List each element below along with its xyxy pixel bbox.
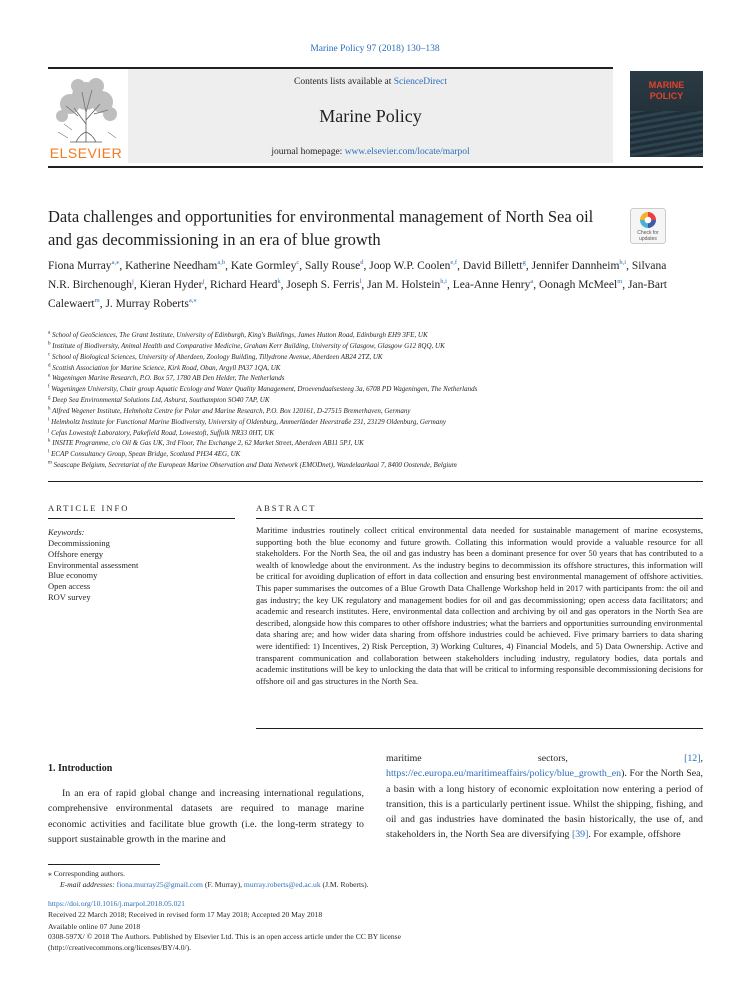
doi-link[interactable]: https://doi.org/10.1016/j.marpol.2018.05.021 <box>48 899 185 908</box>
article-title: Data challenges and opportunities for environmental management of North Sea oil and gas decommissioning in an era of blue growth <box>48 207 594 249</box>
author-affiliation-marker[interactable]: e,f <box>450 259 458 267</box>
affiliation-text: Institute of Biodiversity, Animal Health and Comparative Medicine, Graham Kerr Building, University of Glasgow, Glasgow G12 8QQ, UK <box>50 341 445 350</box>
affiliation-key: k <box>48 439 51 445</box>
affiliation-item <box>48 363 708 374</box>
abstract-text: Maritime industries routinely collect critical environmental data needed for sustainable management of marine ecosystems, supporting both the blue economy and future growth. Collating this information would provide a valuable resource for all stakeholders. For the North Sea, the oil and gas industry has been a dominant presence for over 50 years that has contributed to a wealth of knowledge about the environment. As the industry begins to decommission its offshore structures, this information will be critical for avoiding duplication of effort in data collection and ensuring best environmental management of offshore activities. This paper summarises the outcomes of a Blue Growth Data Challenge Workshop held in 2017 with participants from: the oil and gas industry; the key UK regulatory and management bodies for oil and gas decommissioning; open access data facilitators; and academic and research institutes. Here, environmental data collection and archiving by oil and gas operators in the North Sea are described, alongside how this compares to other offshore industries; what the barriers and opportunities surrounding environmental data sharing are; and how wider data sharing from offshore industries could be achieved. Five primary barriers to data sharing were identified: 1) Incentives, 2) Risk Perception, 3) Working Cultures, 4) Financial Models, and 5) Data Ownership. Active and transparent communication and collaboration between stakeholders including industry, regulatory bodies, data portals and academic institutions will be key to unlocking the data that will be critical to informing responsible decommissioning decisions for offshore oil and gas structures in the North Sea. <box>256 525 703 686</box>
affiliation-text: Scottish Association for Marine Science, Kirk Road, Oban, Argyll PA37 1QA, UK <box>50 363 281 372</box>
author-affiliation-marker[interactable]: g <box>522 259 526 267</box>
email-link-roberts[interactable]: murray.roberts@ed.ac.uk <box>243 880 321 889</box>
homepage-prefix: journal homepage: <box>271 147 345 157</box>
blue-growth-url-link[interactable]: https://ec.europa.eu/maritimeaffairs/policy/blue_growth_en <box>386 768 622 780</box>
affiliation-item <box>48 449 708 460</box>
introduction-heading: 1. Introduction <box>48 763 113 774</box>
affiliation-item <box>48 428 708 439</box>
intro-text: ). For the North Sea, a basin with a long history of economic exploitation now entering a period of transition, this is a particularly pertinent issue. Whilst the shipping, fishing, and oil and gas industries have dominated the basin historically, the use of, and stakeholders in, the North Sea are diversifying <box>386 768 703 841</box>
affiliation-key: j <box>48 428 50 434</box>
article-info-rule <box>48 518 235 519</box>
intro-text: maritime sectors, <box>386 753 685 764</box>
affiliation-item <box>48 417 708 428</box>
citation-link[interactable]: [12] <box>684 753 701 764</box>
elsevier-logo-text: ELSEVIER <box>49 145 123 161</box>
keyword-item: Open access <box>48 581 91 592</box>
author-name: Lea-Anne Henry <box>452 279 531 291</box>
email-link-murray[interactable]: fiona.murray25@gmail.com <box>116 880 203 889</box>
author-name: Jan M. Holstein <box>367 279 441 291</box>
affiliation-item <box>48 460 708 471</box>
author-affiliation-marker[interactable]: a,b <box>217 259 226 267</box>
keyword-item: Decommissioning <box>48 538 110 548</box>
author-affiliation-marker[interactable]: l <box>359 278 362 286</box>
affiliation-item <box>48 352 708 363</box>
affiliation-text: Wageningen Marine Research, P.O. Box 57, 1780 AB Den Helder, The Netherlands <box>50 374 285 383</box>
email-label: E-mail addresses: <box>60 880 117 889</box>
sciencedirect-link[interactable]: ScienceDirect <box>393 77 447 87</box>
intro-paragraph-left: In an era of rapid global change and increasing international regulations, comprehensive environmental datasets are required to manage marine economic activities and facilitate blue growth (i.e. the long-term strategy to support sustainable growth in the marine and <box>48 788 364 845</box>
footnote-text: Corresponding authors. <box>51 869 125 878</box>
header-bottom-rule <box>48 166 703 168</box>
author-name: Fiona Murray <box>48 260 112 272</box>
keyword-item: Blue economy <box>48 570 98 581</box>
affiliation-text: School of GeoSciences, The Grant Institute, University of Edinburgh, King's Buildings, James Hutton Road, Edinburgh EH9 3FE, UK <box>50 331 428 339</box>
affiliation-key: m <box>48 460 52 466</box>
author-affiliation-marker[interactable]: c <box>296 259 300 267</box>
affiliation-item <box>48 341 708 352</box>
affiliation-key: g <box>48 395 51 401</box>
affiliation-key: c <box>48 352 51 358</box>
email-addresses <box>48 879 369 890</box>
author-affiliation-marker[interactable]: a,⁎ <box>111 259 120 267</box>
contents-line <box>128 77 613 87</box>
affiliation-text: Helmholtz Institute for Functional Marine Biodiversity, University of Oldenburg, Ammerländer Heerstraße 231, 23129 Oldenburg, Germany <box>49 417 446 426</box>
affiliation-list <box>48 330 708 471</box>
author-affiliation-marker[interactable]: j <box>202 278 205 286</box>
citation-link[interactable]: [39] <box>571 829 589 841</box>
journal-citation[interactable]: Marine Policy 97 (2018) 130–138 <box>310 44 440 54</box>
author-affiliation-marker[interactable]: j <box>132 278 134 286</box>
affiliation-text: Cefas Lowestoft Laboratory, Pakefield Road, Lowestoft, Suffolk NR33 0HT, UK <box>49 428 275 437</box>
footnote-mark: ⁎ <box>48 869 52 878</box>
corresponding-footnote <box>48 868 369 890</box>
online-date: Available online 07 June 2018 <box>48 921 141 931</box>
crossmark-label <box>630 230 666 242</box>
cover-wave-graphic <box>630 111 703 157</box>
affiliation-text: Alfred Wegener Institute, Helmholtz Centre for Polar and Marine Research, P.O. Box 120161, D-27515 Bremerhaven, Germany <box>50 406 411 415</box>
affiliation-key: f <box>48 384 50 390</box>
abstract-rule-bottom <box>256 728 703 729</box>
author-affiliation-marker[interactable]: h,i <box>619 259 627 267</box>
abstract-heading: ABSTRACT <box>256 503 317 513</box>
affiliation-item <box>48 384 708 395</box>
crossmark-label-line1: Check for <box>637 230 659 236</box>
keywords-list <box>48 538 138 603</box>
author-name: Jan-Bart Calewaert <box>48 279 667 310</box>
affiliation-text: School of Biological Sciences, University of Aberdeen, Zoology Building, Tillydrone Avenue, Aberdeen AB24 2TZ, UK <box>50 352 383 361</box>
keywords-heading: Keywords: <box>48 527 85 537</box>
author-name: Katherine Needham <box>125 260 218 272</box>
affiliation-text: ECAP Consultancy Group, Spean Bridge, Scotland PH34 4EG, UK <box>49 450 241 459</box>
received-dates: Received 22 March 2018; Received in revised form 17 May 2018; Accepted 20 May 2018 <box>48 910 323 920</box>
author-affiliation-marker[interactable]: d <box>360 259 364 267</box>
affiliation-key: b <box>48 341 51 347</box>
affiliation-rule <box>48 481 703 482</box>
author-affiliation-marker[interactable]: h,i <box>440 278 447 286</box>
journal-cover-image <box>630 71 703 157</box>
affiliation-text: INSITE Programme, c/o Oil & Gas UK, 3rd Floor, The Exchange 2, 62 Market Street, Aberdeen AB11 5PJ, UK <box>50 439 364 448</box>
author-name: Oonagh McMeel <box>538 279 618 291</box>
author-name: David Billett <box>462 260 523 272</box>
affiliation-key: i <box>48 417 50 423</box>
author-name: J. Murray Roberts <box>105 298 189 310</box>
email-owner: (F. Murray), <box>202 880 244 889</box>
journal-name: Marine Policy <box>319 106 422 126</box>
keyword-item: ROV survey <box>48 591 91 602</box>
cover-title-line1: MARINE <box>648 80 685 90</box>
contents-prefix: Contents lists available at <box>293 77 394 87</box>
homepage-link[interactable]: www.elsevier.com/locate/marpol <box>344 147 470 157</box>
affiliation-text: Seascape Belgium, Secretariat of the European Marine Observation and Data Network (EMODnet), Wandelaarkaai 7, 8400 Oostende, Belgium <box>51 461 457 470</box>
license-statement <box>48 931 401 954</box>
author-affiliation-marker[interactable]: k <box>277 278 281 286</box>
license-line: 0308-597X/ © 2018 The Authors. Published by Elsevier Ltd. This is an open access article under the CC BY license <box>48 932 401 941</box>
affiliation-text: Deep Sea Environmental Solutions Ltd, Ashurst, Southampton SO40 7AP, UK <box>50 396 270 405</box>
author-name: Richard Heard <box>210 279 278 291</box>
keyword-item: Offshore energy <box>48 548 104 559</box>
author-name: Sally Rouse <box>304 260 361 272</box>
affiliation-key: e <box>48 374 51 380</box>
email-owner: (J.M. Roberts). <box>320 880 369 889</box>
affiliation-item <box>48 406 708 417</box>
license-url[interactable]: (http://creativecommons.org/licenses/BY/4.0/). <box>48 943 192 953</box>
author-name: Silvana N.R. Birchenough <box>48 260 667 291</box>
author-affiliation-marker[interactable]: m <box>94 297 100 305</box>
affiliation-item <box>48 330 708 341</box>
affiliation-item <box>48 373 708 384</box>
cover-title-line2: POLICY <box>649 91 684 101</box>
author-name: Joseph S. Ferris <box>286 279 360 291</box>
affiliation-text: Wageningen University, Chair group Aquatic Ecology and Water Quality Management, Droevendaalsesteeg 3a, 6708 PD Wageningen, The Netherlands <box>49 385 478 394</box>
affiliation-item <box>48 395 708 406</box>
crossmark-label-line2: updates <box>639 236 657 242</box>
article-dates <box>48 898 322 932</box>
author-name: Kate Gormley <box>230 260 297 272</box>
author-affiliation-marker[interactable]: m <box>617 278 623 286</box>
author-name: Jennifer Dannheim <box>531 260 620 272</box>
author-list: Fiona Murray$^{a,⁎}$, Katherine Needham$^{a,b}$, Kate Gormley$^c$, Sally Rouse$^d$, Joop W.P. Coolen$^{e,f}$, David Billett$^g$, Jennifer Dannheim$^{h,i}$, Silvana N.R. Birchenough$^j$, Kieran Hyder$^j$, Richard Heard$^k$, Joseph S. Ferris$^l$, Jan M. Holstein$^{h,i}$, Lea-Anne Henry$^a$, Oonagh McMeel$^m$, Jan-Bart Calewaert$^m$, J. Murray Roberts$^{a,⁎}$ <box>48 259 667 310</box>
intro-paragraph-right <box>386 751 703 843</box>
author-name: Kieran Hyder <box>139 279 203 291</box>
author-affiliation-marker[interactable]: a <box>530 278 534 286</box>
intro-text: . For example, offshore <box>588 829 681 841</box>
affiliation-key: d <box>48 363 51 369</box>
author-affiliation-marker[interactable]: a,⁎ <box>188 297 197 305</box>
abstract-rule-top <box>256 518 703 519</box>
keyword-item: Environmental assessment <box>48 559 139 570</box>
footnote-rule <box>48 864 160 865</box>
corresponding-authors-note <box>48 868 369 879</box>
affiliation-key: a <box>48 330 51 336</box>
journal-homepage <box>128 147 613 157</box>
affiliation-item <box>48 438 708 449</box>
author-name: Joop W.P. Coolen <box>369 260 451 272</box>
intro-text: , <box>700 753 703 764</box>
affiliation-key: l <box>48 449 50 455</box>
affiliation-key: h <box>48 406 51 412</box>
article-info-heading: ARTICLE INFO <box>48 503 130 513</box>
